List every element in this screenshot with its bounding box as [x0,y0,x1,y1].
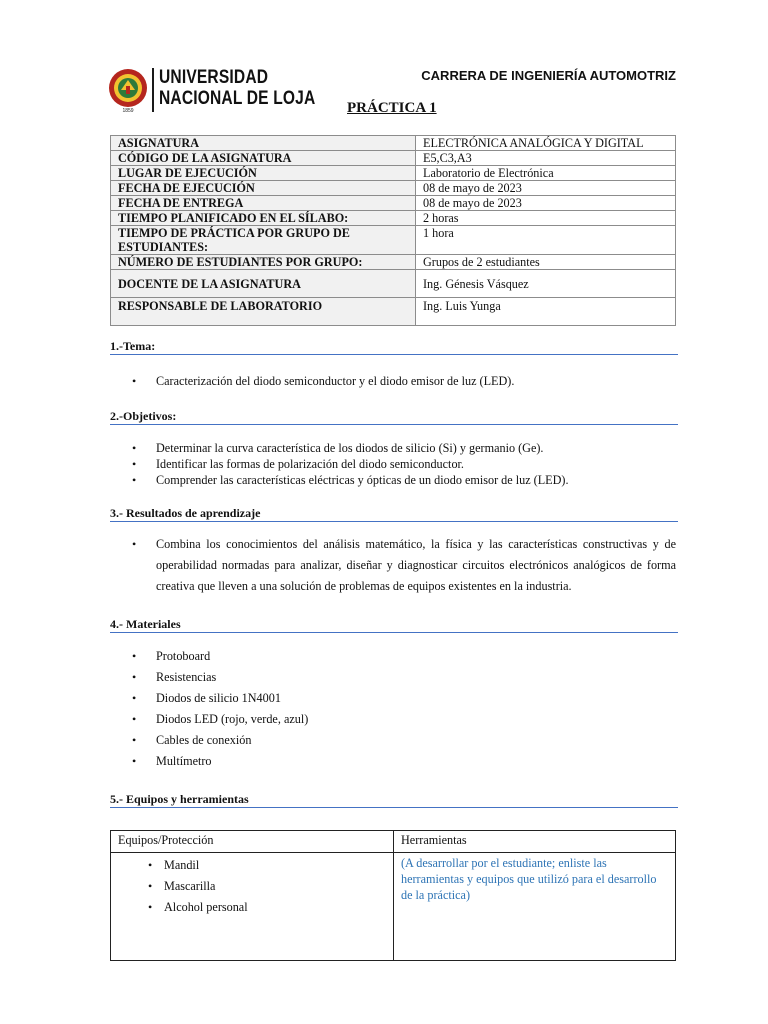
list-item-text: Protoboard [156,649,211,663]
info-label: CÓDIGO DE LA ASIGNATURA [111,151,416,166]
info-value: Ing. Luis Yunga [416,298,676,326]
bullet-icon: • [132,457,137,471]
university-name-line1: UNIVERSIDAD [159,67,269,88]
info-value: ELECTRÓNICA ANALÓGICA Y DIGITAL [416,136,676,151]
table-row [111,298,676,326]
tools-header: Herramientas [394,831,676,853]
info-label: DOCENTE DE LA ASIGNATURA [111,270,416,298]
list-item [132,733,252,747]
info-value: 1 hora [416,226,676,255]
list-item-text: Resistencias [156,670,217,684]
list-item-text: Diodos LED (rojo, verde, azul) [156,712,309,726]
list-item-text: Mascarilla [164,879,216,893]
info-value: Ing. Génesis Vásquez [416,270,676,298]
section-title-materiales: 4.- Materiales [110,617,678,633]
list-item [132,691,281,705]
bullet-icon: • [132,649,137,663]
list-item [132,374,515,388]
table-row [111,270,676,298]
info-label: TIEMPO PLANIFICADO EN EL SÍLABO: [111,211,416,226]
university-name-line2: NACIONAL DE LOJA [159,88,316,109]
list-item [132,457,464,471]
info-value: E5,C3,A3 [416,151,676,166]
practica-title: PRÁCTICA 1 [347,100,437,116]
list-item-text: Determinar la curva característica de los diodos de silicio (Si) y germanio (Ge). [156,441,544,455]
table-row [111,196,676,211]
bullet-icon: • [132,712,137,726]
bullet-icon: • [132,733,137,747]
list-item-text: Comprender las características eléctricas y ópticas de un diodo emisor de luz (LED). [156,473,569,487]
bullet-icon: • [132,754,137,768]
info-label: FECHA DE ENTREGA [111,196,416,211]
info-label: FECHA DE EJECUCIÓN [111,181,416,196]
table-row [111,255,676,270]
equipment-header: Equipos/Protección [111,831,394,853]
list-item [118,855,386,876]
info-value: Laboratorio de Electrónica [416,166,676,181]
info-label: ASIGNATURA [111,136,416,151]
equipment-cell [111,853,394,961]
list-item-text: Cables de conexión [156,733,252,747]
logo-divider [152,68,154,112]
bullet-icon: • [132,691,137,705]
table-row [111,181,676,196]
list-item [132,473,569,487]
info-value: 2 horas [416,211,676,226]
list-item-text: Mandil [164,858,200,872]
section-title-objetivos: 2.-Objetivos: [110,409,678,425]
info-label: TIEMPO DE PRÁCTICA POR GRUPO DE ESTUDIANTES: [111,226,416,255]
info-value: Grupos de 2 estudiantes [416,255,676,270]
info-label: NÚMERO DE ESTUDIANTES POR GRUPO: [111,255,416,270]
bullet-icon: • [148,900,153,914]
info-label: RESPONSABLE DE LABORATORIO [111,298,416,326]
info-value: 08 de mayo de 2023 [416,181,676,196]
tools-instruction-note: (A desarrollar por el estudiante; enliste las herramientas y equipos que utilizó para el desarrollo de la práctica) [401,856,657,902]
table-row [111,166,676,181]
tools-cell [394,853,676,961]
list-item-text: Multímetro [156,754,212,768]
university-seal-logo [108,68,148,114]
list-item [118,897,386,918]
list-item-text: Identificar las formas de polarización del diodo semiconductor. [156,457,464,471]
info-value: 08 de mayo de 2023 [416,196,676,211]
carrera-title: CARRERA DE INGENIERÍA AUTOMOTRIZ [421,68,676,83]
table-row [111,226,676,255]
list-item [132,649,211,663]
bullet-icon: • [132,441,137,455]
resultados-paragraph [132,534,676,597]
list-item [132,441,544,455]
table-row [111,831,676,853]
bullet-icon: • [132,537,137,551]
list-item [132,754,212,768]
list-item [132,712,309,726]
section-title-resultados: 3.- Resultados de aprendizaje [110,506,678,522]
list-item-text: Alcohol personal [164,900,248,914]
bullet-icon: • [148,858,153,872]
logo-year-text: 1859 [122,108,134,114]
list-item [132,670,217,684]
bullet-icon: • [132,670,137,684]
bullet-icon: • [132,473,137,487]
list-item [118,876,386,897]
table-row [111,211,676,226]
section-title-equipos: 5.- Equipos y herramientas [110,792,678,808]
bullet-icon: • [132,374,137,388]
info-table [110,135,676,326]
equipment-table [110,830,676,961]
table-row [111,136,676,151]
resultados-text: Combina los conocimientos del análisis matemático, la física y las características constructivas y de operabilidad normadas para analizar, diseñar y diagnosticar circuitos electrónicos analógicos de forma creativa que lleven a una solución de problemas de equipos existentes en la industria. [156,537,676,593]
info-label: LUGAR DE EJECUCIÓN [111,166,416,181]
section-title-tema: 1.-Tema: [110,339,678,355]
table-row [111,853,676,961]
bullet-icon: • [148,879,153,893]
table-row [111,151,676,166]
list-item-text: Diodos de silicio 1N4001 [156,691,281,705]
university-name [159,67,315,109]
list-item-text: Caracterización del diodo semiconductor y el diodo emisor de luz (LED). [156,374,515,388]
